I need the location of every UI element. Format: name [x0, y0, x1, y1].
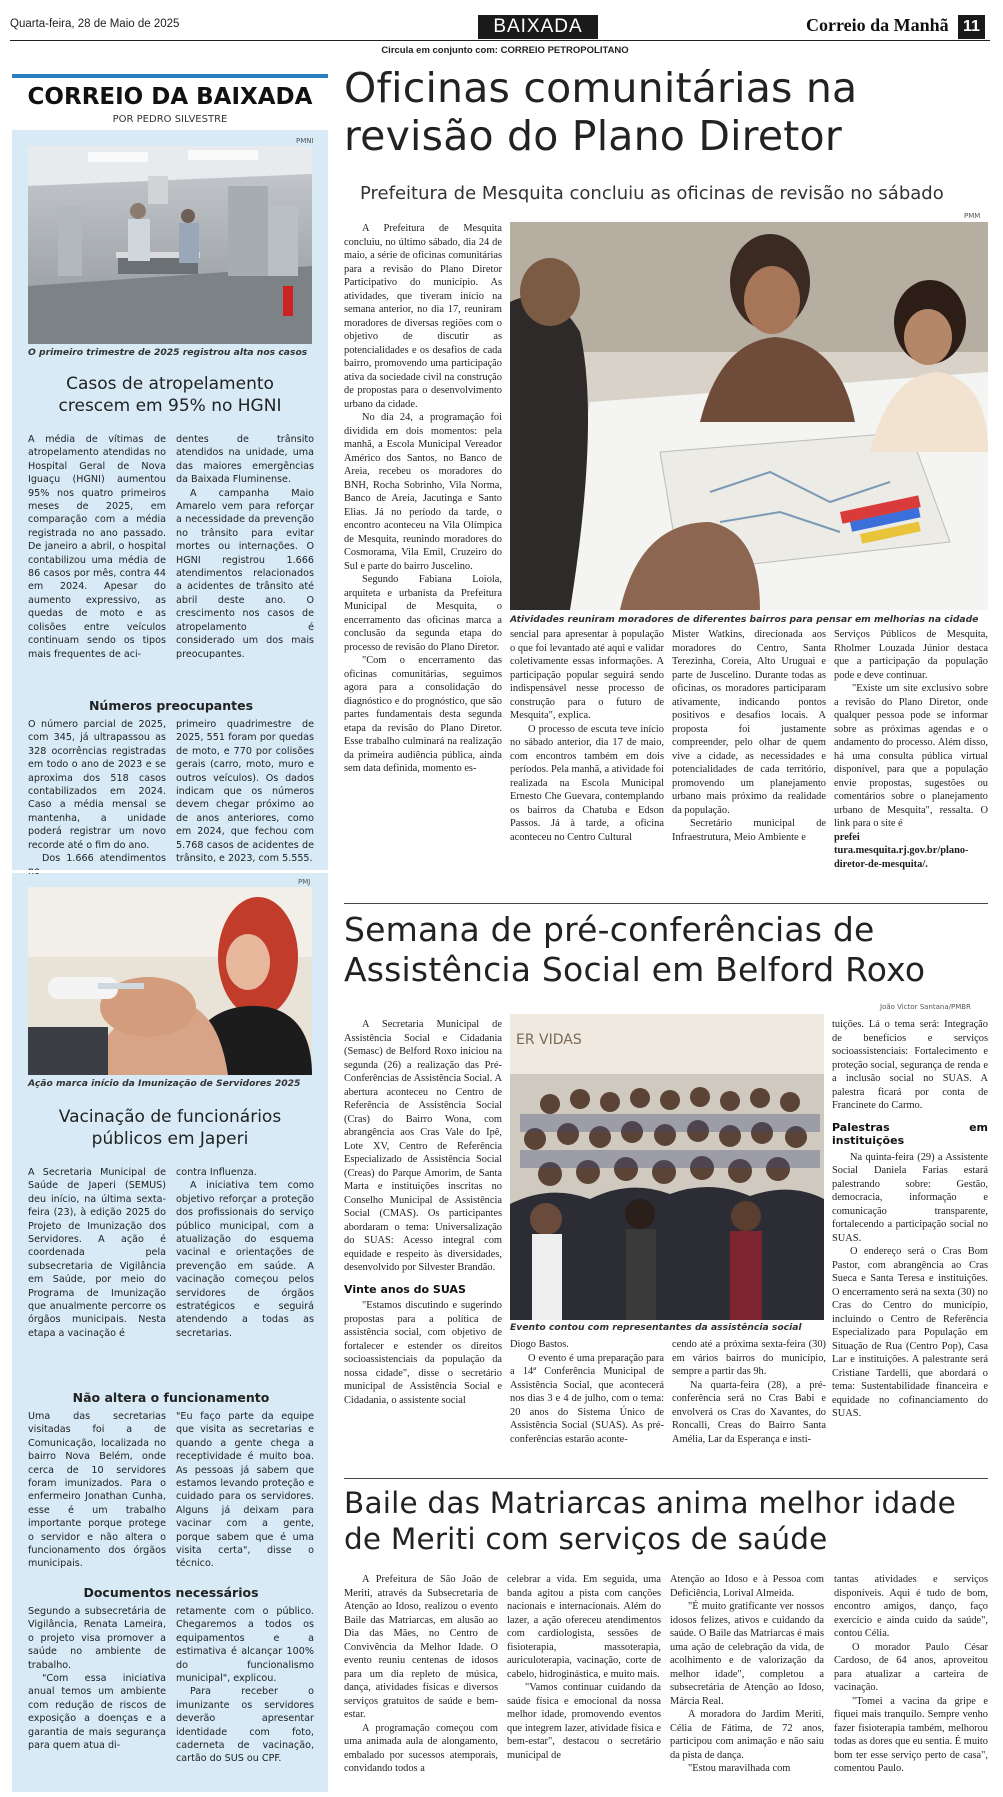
sidebar-title: CORREIO DA BAIXADA: [27, 84, 313, 110]
photo-credit: PMM: [964, 212, 981, 220]
section-rule: [344, 1478, 988, 1479]
article-column: tantas atividades e serviços disponíveis. Aqui é tudo de bom, encontro amigos, danço, faço exercício e ainda cuido da saúde", contou Célia. O morador Paulo César Cardoso, de 64 anos, aproveitou para atualizar a carteira de vacinação. "Tomei a vacina da gripe e fiquei mais tranquilo. Sempre venho fazer fisioterapia também, melhorou todas as dores que eu sentia. É muito bom ter esse serviço perto de casa", comentou Paulo.: [834, 1574, 988, 1774]
brand-logo: Correio da Manhã: [806, 15, 949, 35]
photo-credit: PMJ: [298, 878, 311, 886]
article-column: tuições. Lá o tema será: Integração de benefícios e serviços socioassistenciais: Fortalecimento e proteção social, segurança de renda e a inclusão social no SUAS. A palestra ficará por conta de Francinete do Carmo. Palestras em instituições Na quinta-feira (29) a Assistente Social Daniela Farias estará palestrando sobre: Gestão, democracia, informação e comunicação transparente, fortalecendo a participação social no SUAS. O endereço será o Cras Bom Pastor, com abrangência ao Cras Sueca e Santa Teresa e instituições. O encerramento será na sexta (30) no Cras do Centro do município, incluindo o Centro de Referência Especializado para População em Situação de Rua (Centro Pop), Casa Lar e instituições. A palestrante será Cristiane Tardelli, que abordará o tema: Sustentabilidade financeira e equidade no cofinanciamento do SUAS.: [832, 1019, 988, 1419]
photo-credit: PMNI: [296, 137, 314, 145]
article-headline: Baile das Matriarcas anima melhor idade de Meriti com serviços de saúde: [344, 1486, 956, 1556]
sidebar-byline: POR PEDRO SILVESTRE: [112, 114, 228, 125]
vaccination-photo: [28, 887, 312, 1075]
article-column: Mister Watkins, direcionada aos moradores do Centro, Santa Terezinha, Coreia, Alto Uruguai e parte de Juscelino. Durante todas as oficinas, os moradores participaram ativamente, indicando pontos positivos e desafios locais. A proposta foi justamente compreender, pelo olhar de quem vive a cidade, as necessidades e potencialidades de cada território, promovendo um planejamento urbano mais próximo da realidade da população. Secretário municipal de Infraestrutura, Meio Ambiente e: [672, 629, 826, 843]
header-rule: [10, 40, 990, 41]
article-column: A Secretaria Municipal de Assistência Social e Cidadania (Semasc) de Belford Roxo iniciou na segunda (26) a realização das Pré-Conferências de Assistência Social. A abertura aconteceu no Centro de Referência de Assistência Social (Cras) do Bairro Wona, com abrangência aos Cras Vale do Ipê, Lote XV, Centro de Referência Especializado de Assistência Social (Creas) do Parque Amorim, de Santa Marta e instituições inscritas no Conselho Municipal de Assistência Social (CMAS). Os participantes abordaram o tema: Universalização do SUAS: Acesso integral com equidade e respeito às diversidades, desenvolvido por Silvester Brandão. Vinte anos do SUAS "Estamos discutindo e sugerindo propostas para a política de assistência social, com objetivo de fortalecer e estender os direitos socioassistenciais da população da nossa cidade", disse o secretário municipal de Assistência Social e Cidadania, o assistente social: [344, 1019, 502, 1406]
hospital-photo: [28, 146, 312, 344]
sidebar-top-rule: [12, 74, 328, 78]
section-rule: [344, 903, 988, 904]
photo-credit: João Victor Santana/PMBR: [880, 1003, 971, 1011]
article-column: Diogo Bastos. O evento é uma preparação para a 14ª Conferência Municipal de Assistência Social, que acontecerá nos dias 3 e 4 de julho, com o tema: 20 anos do Sistema Único de Assistência Social (SUAS). As pré-conferências estarão aconte-: [510, 1339, 664, 1445]
article-column: celebrar a vida. Em seguida, uma banda agitou a pista com canções nacionais e internacionais. Além do lazer, a ação ofereceu atendimentos com cardiologista, sessões de fisioterapia, massoterapia, auriculoterapia, vacinação, corte de cabelo, hidroginástica, e muito mais. "Vamos continuar cuidando da saúde física e emocional da nossa melhor idade, promovendo eventos que integrem lazer, atividade física e bem-estar", destacou o secretário municipal de: [507, 1574, 661, 1761]
section-banner: BAIXADA: [478, 15, 598, 39]
story-column: primeiro quadrimestre de 2025, 551 foram por quedas de moto, e 770 por colisões gerais (carro, moto, muro e outros veículos). Os dados indicam que os números devem chegar próximo ao de anos anteriores, como em 2024, que fechou com 5.768 casos de acidentes de trânsito, e 2023, com 5.555.: [176, 719, 314, 865]
article-column: A Prefeitura de São João de Meriti, através da Subsecretaria de Atenção ao Idoso, realizou o evento Baile das Matriarcas, em alusão ao Dia das Mães, no Centro de Convivência da Melhor Idade. O evento reuniu centenas de idosos para um dia repleto de música, dança, atividades físicas e diversos serviços gratuitos de saúde e bem-estar. A programação começou com uma animada aula de alongamento, embalado por sucessos atemporais, convidando todos a: [344, 1574, 498, 1774]
external-link[interactable]: prefei tura.mesquita.rj.gov.br/plano-diretor: [834, 831, 969, 870]
story-column: O número parcial de 2025, com 345, já ultrapassou as 328 ocorrências registradas em todo o ano de 2023 e se aproxima dos 518 casos contabilizados em 2024. Caso a média mensal se mantenha, a unidade poderá registrar um novo recorde até o fim do ano. Dos 1.666 atendimentos no: [28, 719, 166, 878]
photo-caption: Atividades reuniram moradores de diferentes bairros para pensar em melhorias na cidade: [510, 614, 979, 625]
conference-photo: [510, 1014, 824, 1320]
story-headline: Casos de atropelamento crescem em 95% no HGNI: [58, 374, 282, 416]
photo-caption: O primeiro trimestre de 2025 registrou alta nos casos: [28, 347, 308, 358]
story-subheading: Documentos necessários: [83, 1585, 259, 1600]
story-subheading: Não altera o funcionamento: [72, 1390, 270, 1405]
photo-caption: Ação marca início da Imunização de Servidores 2025: [28, 1078, 301, 1089]
article-column: cendo até a próxima sexta-feira (30) em vários bairros do município, sempre a partir das 9h. Na quarta-feira (28), a pré-conferência será no Cras Babi e envolverá os Cras do Xavantes, do Roncalli, Creas do Bairro Santa Amélia, Lar da Esperança e insti-: [672, 1339, 826, 1445]
story-column: retamente com o público. Chegaremos a todos os equipamentos e a estimativa é alcançar 100% do funcionalismo municipal", explicou. Para receber o imunizante os servidores deverão apresentar identidade com foto, caderneta de vacinação, cartão do SUS ou CPF.: [176, 1606, 314, 1765]
circulation-note: Circula em conjunto com: CORREIO PETROPOLITANO: [381, 45, 629, 56]
article-headline: Oficinas comunitárias na revisão do Plano Diretor: [344, 64, 858, 160]
article-column: sencial para apresentar à população o que foi levantado até aqui e validar coletivamente essas informações. A participação popular seguirá sendo indispensável nesse processo de construção para o futuro de Mesquita", explica. O processo de escuta teve início no sábado anterior, dia 17 de maio, com encontros também em dois períodos. Pela manhã, a atividade foi realizada na Escola Municipal Ernesto Che Guevara, contemplando os bairros da Chatuba e Edson Passos. Já à tarde, a oficina aconteceu no Centro Cultural: [510, 629, 664, 843]
story-column: Uma das secretarias visitadas foi a de Comunicação, localizada no bairro Nova Belém, onde cerca de 10 servidores foram imunizados. Para o enfermeiro Jonathan Cunha, esse é um trabalho importante porque protege o servidor e não altera o funcionamento dos órgãos municipais.: [28, 1411, 166, 1570]
sidebar-divider: [12, 870, 328, 873]
workshop-photo: [510, 222, 988, 610]
story-column: Segundo a subsecretária de Vigilância, Renata Lameira, o projeto visa promover a saúde no ambiente de trabalho. "Com essa iniciativa anual temos um ambiente com redução de riscos de exposição a doenças e a garantia de mais segurança para quem atua di-: [28, 1606, 166, 1752]
page-number: 11: [958, 15, 985, 39]
story-column: contra Influenza. A iniciativa tem como objetivo reforçar a proteção dos profissionais do serviço público municipal, com a atualização do esquema vacinal e orientações de prevenção em saúde. A vacinação começou pelos servidores de órgãos estratégicos e seguirá atendendo a todas as secretarias.: [176, 1167, 314, 1339]
article-subheadline: Prefeitura de Mesquita concluiu as oficinas de revisão no sábado: [360, 183, 944, 204]
article-column: Serviços Públicos de Mesquita, Rholmer Louzada Júnior destaca que a participação da população pode e deve continuar. "Existe um site exclusivo sobre a revisão do Plano Diretor, onde qualquer pessoa pode se informar sobre as próximas agendas e o andamento do processo. Além disso, há uma consulta pública virtual disponível, para que a população envie propostas, sugestões ou comentários sobre o planejamento urbano de Mesquita", ressalta. O link para o site é prefei tura.mesquita.rj.gov.br/plano-diretor-de-mesquita/.: [834, 629, 988, 870]
story-column: dentes de trânsito atendidos na unidade, uma das maiores emergências da Baixada Fluminense. A campanha Maio Amarelo vem para reforçar a necessidade da prevenção no trânsito para evitar mortes ou internações. O HGNI registrou 1.666 atendimentos relacionados a acidentes de trânsito até abril deste ano. O crescimento nos casos de atropelamento é considerado um dos mais preocupantes.: [176, 434, 314, 660]
article-headline: Semana de pré-conferências de Assistência Social em Belford Roxo: [344, 910, 926, 989]
story-headline: Vacinação de funcionários públicos em Japeri: [58, 1107, 282, 1149]
story-subheading: Números preocupantes: [88, 698, 254, 713]
photo-caption: Evento contou com representantes da assistência social: [510, 1322, 802, 1333]
issue-date: Quarta-feira, 28 de Maio de 2025: [10, 18, 180, 30]
banner-text: ER VIDAS: [516, 1032, 582, 1048]
article-column: Atenção ao Idoso e à Pessoa com Deficiência, Lorival Almeida. "É muito gratificante ver nossos idosos felizes, ativos e cuidando da saúde. O Baile das Matriarcas é mais uma ação de celebração da vida, de acolhimento e de valorização da melhor idade", completou a subsecretária de Atenção ao Idoso, Márcia Real. A moradora do Jardim Meriti, Célia de Fátima, de 72 anos, participou com animação e não saiu da pista de dança. "Estou maravilhada com: [670, 1574, 824, 1774]
article-column: A Prefeitura de Mesquita concluiu, no último sábado, dia 24 de maio, a série de oficinas comunitárias para a revisão do Plano Diretor Participativo do município. As atividades, que tiveram início na semana anterior, no dia 17, reuniram moradores de diversas regiões com o objetivo de discutir as potencialidades e os desafios de cada bairro, promovendo uma participação ativa da sociedade civil na construção de propostas para o desenvolvimento urbano da cidade. No dia 24, a programação foi dividida em dois momentos: pela manhã, a Escola Municipal Vereador Américo dos Santos, no Banco de Areia, recebeu os moradores do BNH, Rocha Sobrinho, Vila Norma, Banco de Areia, Jacutinga e Santo Elias. Já no período da tarde, o encontro aconteceu na Vila Olímpica de Mesquita, reunindo moradores do Cosmorama, Vila Emil, Cruzeiro do Sul e parte do bairro Juscelino. Segundo Fabiana Loiola, arquiteta e urbanista da Prefeitura Municipal de Mesquita, o encerramento das oficinas marca a conclusão da segunda etapa do processo de revisão do Plano Diretor. "Com o encerramento das oficinas comunitárias, seguimos agora para a consolidação do diagnóstico e do prognóstico, que são partes fundamentais desta segunda etapa da revisão do Plano Diretor. Esse trabalho culminará na realização da primeira audiência pública, ainda sem data definida, momento es-: [344, 223, 502, 774]
story-column: A Secretaria Municipal de Saúde de Japeri (SEMUS) deu início, na última sexta-feira (23), à edição 2025 do Projeto de Imunização dos Servidores. A ação é coordenada pela subsecretaria de Vigilância em Saúde, por meio do Programa de Imunização que anualmente percorre os órgãos municipais. Nesta etapa a vacinação é: [28, 1167, 166, 1339]
story-column: "Eu faço parte da equipe que visita as secretarias e quando a gente chega a receptividade é muito boa. As pessoas já sabem que estamos levando proteção e cuidado para os servidores. Alguns já deixam para vacinar com a gente, porque sabem que é uma visita certa", disse o técnico.: [176, 1411, 314, 1570]
story-column: A média de vítimas de atropelamento atendidas no Hospital Geral de Nova Iguaçu (HGNI) aumentou 95% nos quatro primeiros meses de 2025, em comparação com a média registrada no ano passado. De janeiro a abril, o hospital contabilizou uma média de 86 casos por mês, contra 44 em 2024. Apesar do aumento expressivo, as quedas de moto e as colisões entre veículos continuam sendo os tipos mais frequentes de aci-: [28, 434, 166, 660]
